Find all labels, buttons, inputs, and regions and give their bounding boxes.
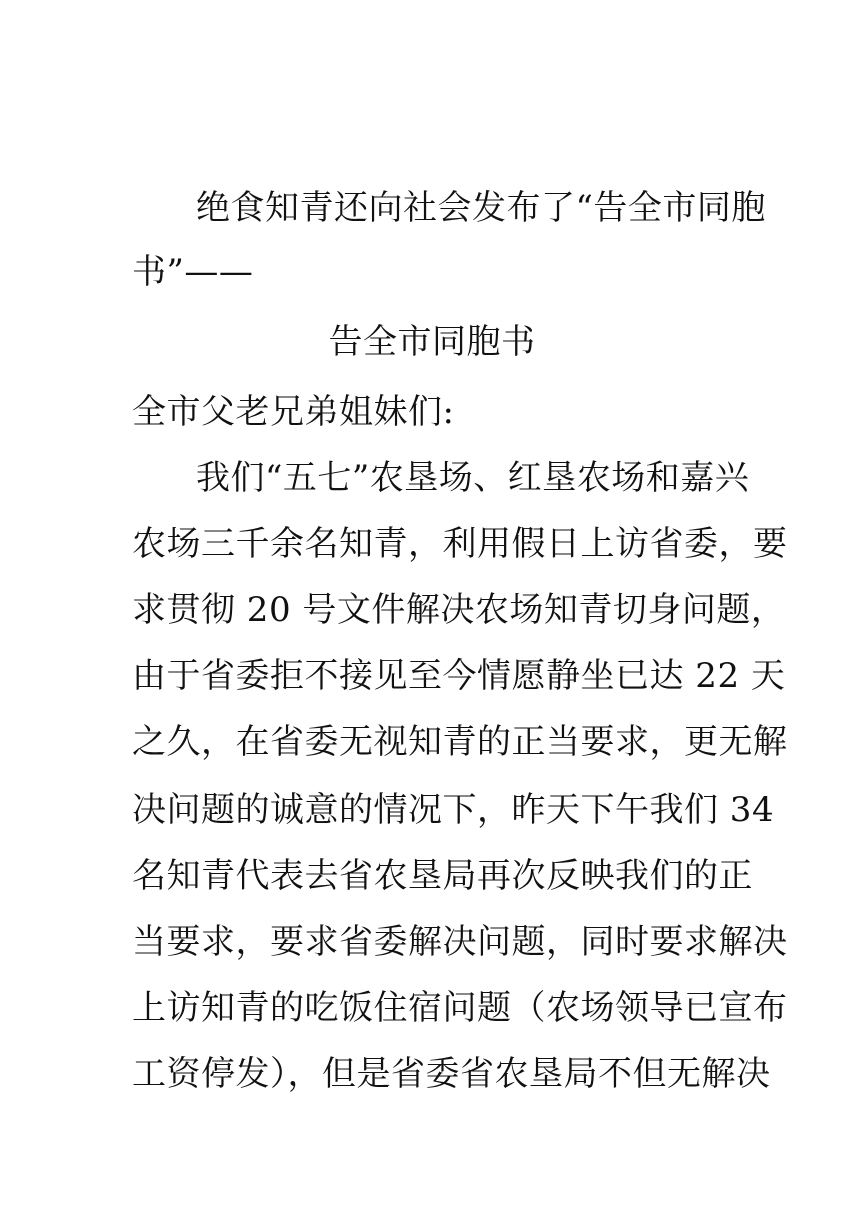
- body-line-4: 由于省委拒不接见至今情愿静坐已达 22 天: [132, 656, 786, 696]
- body-line-2: 农场三千余名知青，利用假日上访省委，要: [132, 524, 788, 564]
- body-line-10: 工资停发），但是省委省农垦局不但无解决: [132, 1054, 771, 1094]
- body-line-5: 之久，在省委无视知青的正当要求，更无解: [132, 722, 788, 762]
- body-line-7: 名知青代表去省农垦局再次反映我们的正: [132, 856, 753, 896]
- body-line-3: 求贯彻 20 号文件解决农场知青切身问题，: [132, 590, 786, 630]
- body-line-6: 决问题的诚意的情况下，昨天下午我们 34: [132, 790, 775, 830]
- body-line-1: 我们“五七”农垦场、红垦农场和嘉兴: [196, 458, 750, 498]
- body-line-8: 当要求，要求省委解决问题，同时要求解决: [132, 922, 788, 962]
- letter-title: 告全市同胞书: [328, 322, 536, 362]
- body-line-9: 上访知青的吃饭住宿问题（农场领导已宣布: [132, 988, 788, 1028]
- intro-line-1: 绝食知青还向社会发布了“告全市同胞: [196, 188, 766, 228]
- salutation: 全市父老兄弟姐妹们:: [132, 392, 455, 432]
- intro-line-2: 书”——: [132, 252, 254, 292]
